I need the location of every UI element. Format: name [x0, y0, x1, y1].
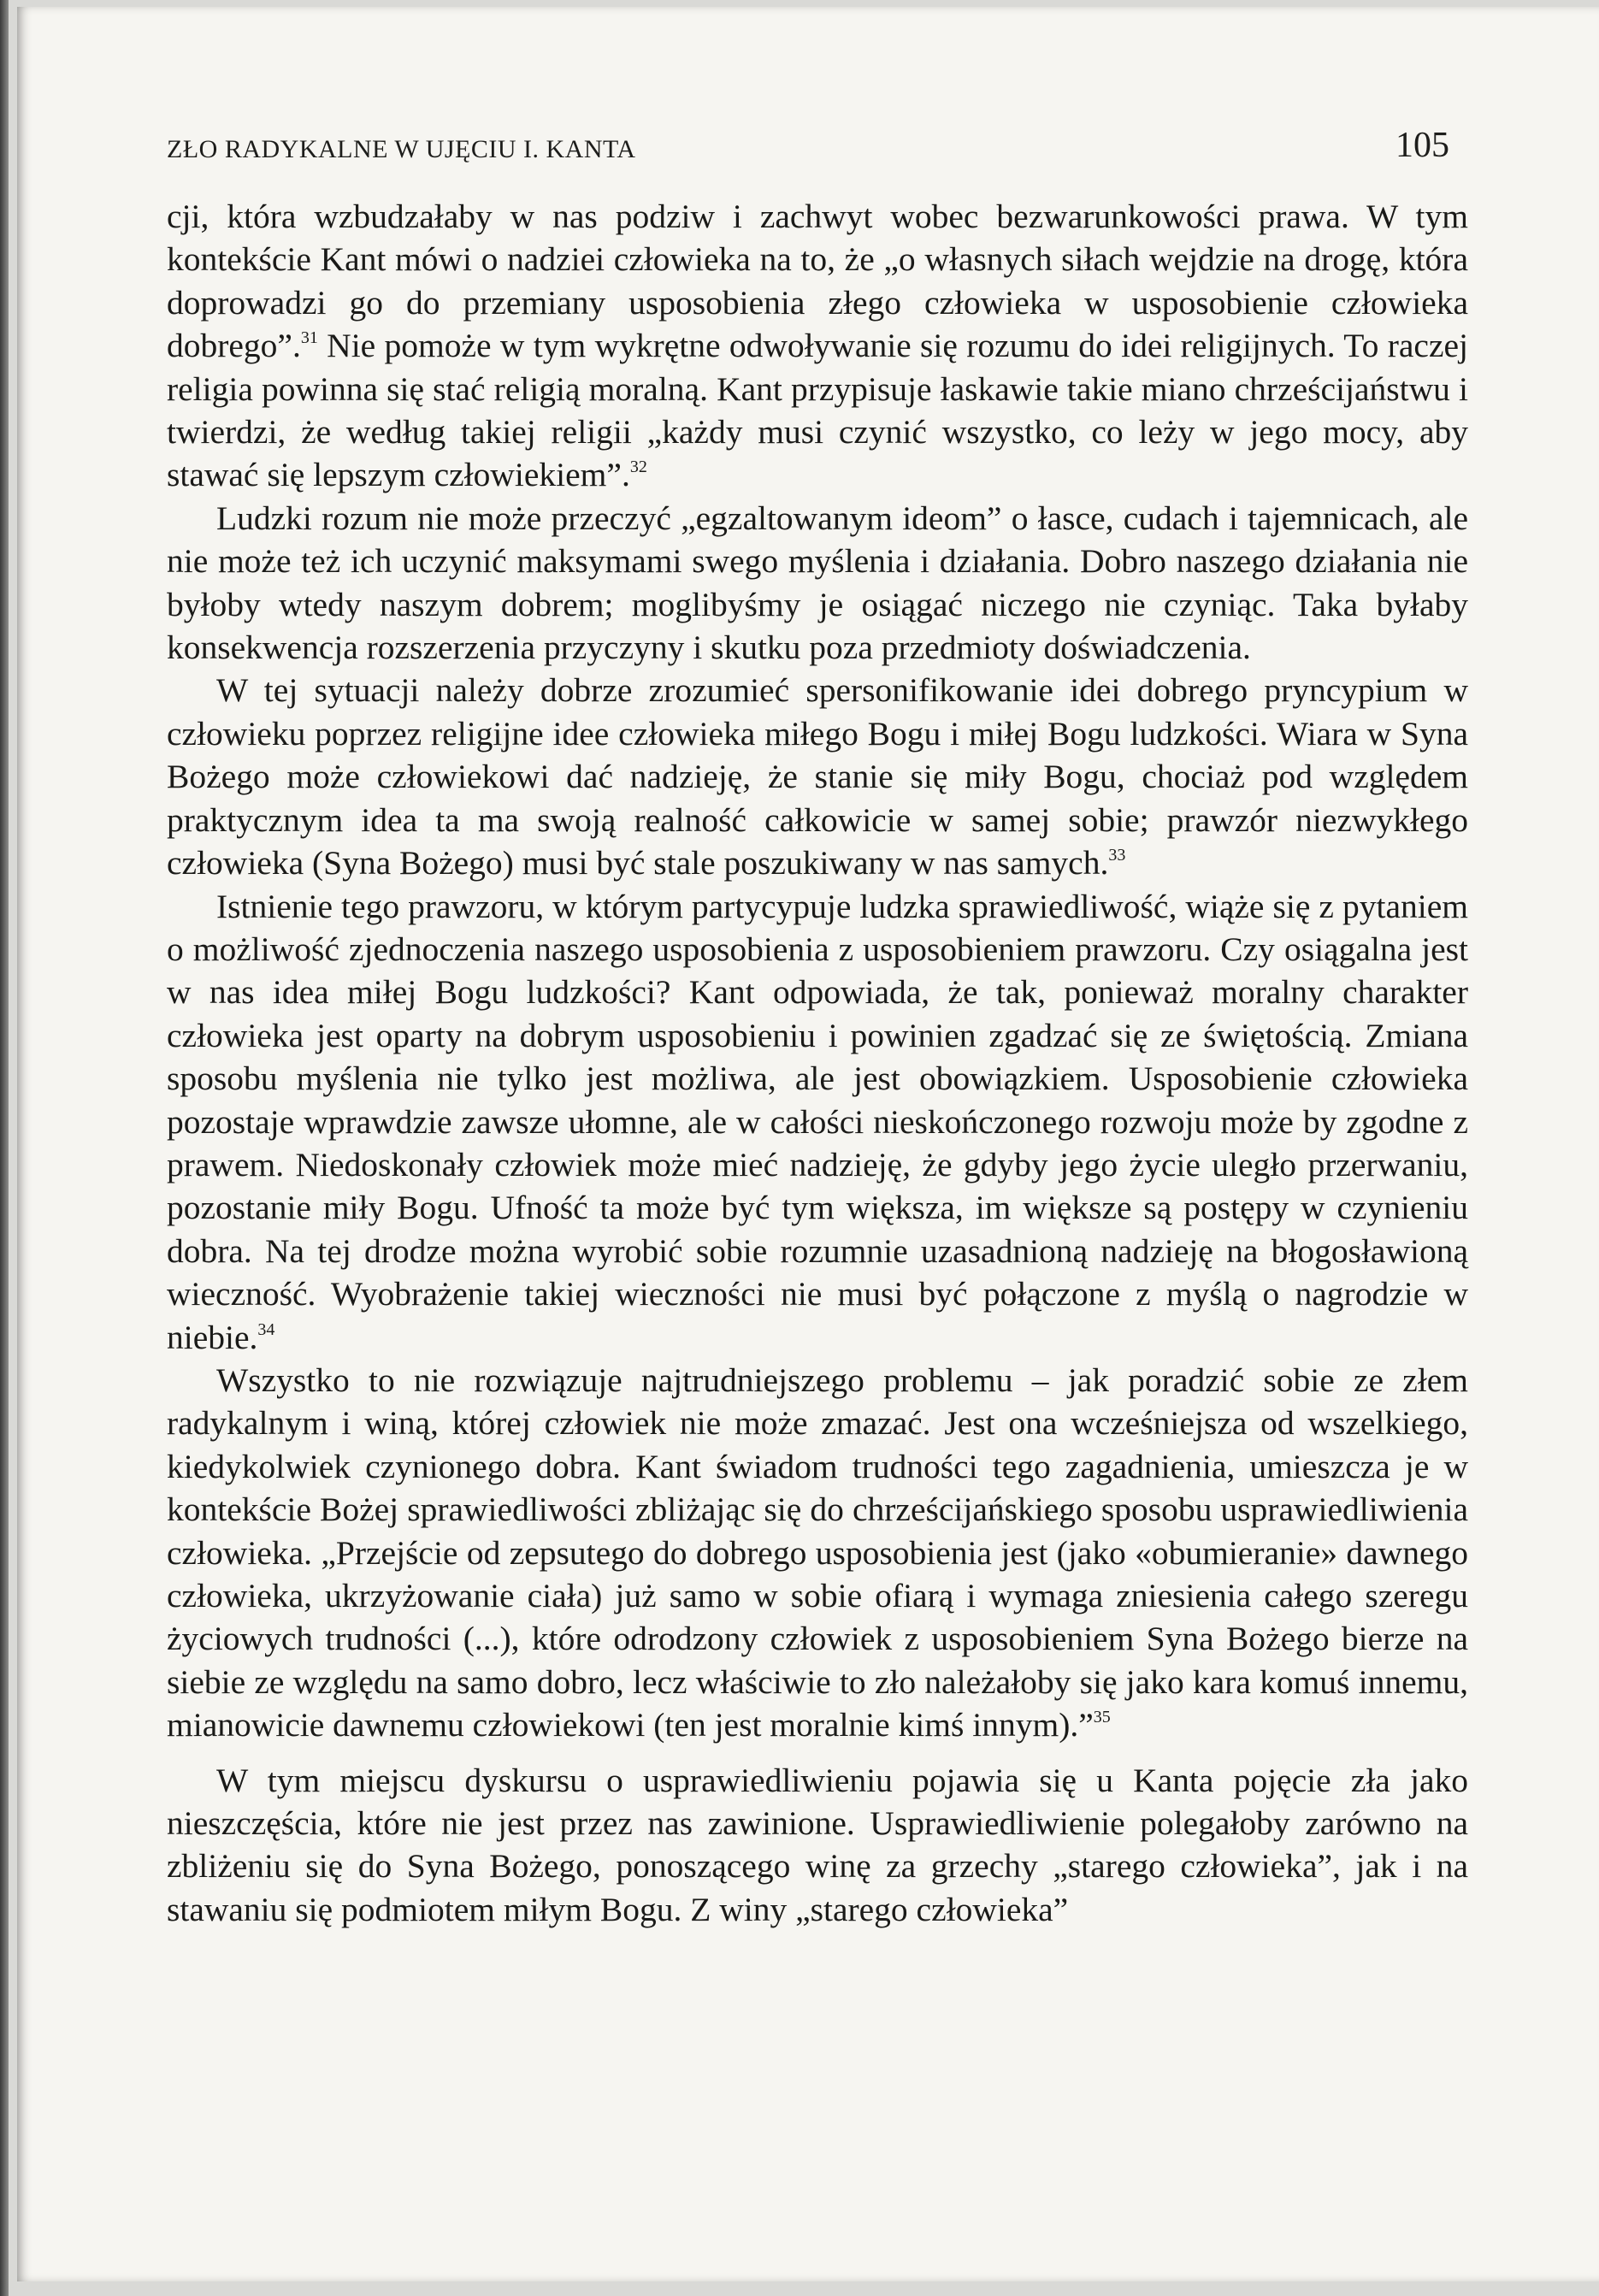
paragraph-4: [167, 885, 1468, 1359]
footnote-ref-35: 35: [1093, 1708, 1111, 1727]
running-head: ZŁO RADYKALNE W UJĘCIU I. KANTA: [167, 135, 636, 163]
paragraph-6-text: W tym miejscu dyskursu o usprawiedliwieniu pojawia się u Kanta pojęcie zła jako nieszczęścia, które nie jest przez nas zawinione. Usprawiedliwienie polegałoby zarówno na zbliżeniu się do Syna Bożego, ponoszącego winę za grzechy „starego człowieka”, jak i na stawaniu się podmiotem miłym Bogu. Z winy „starego człowieka”: [167, 1761, 1468, 1928]
paragraph-5-text: Wszystko to nie rozwiązuje najtrudniejszego problemu – jak poradzić sobie ze złem radykalnym i winą, której człowiek nie może zmazać. Jest ona wcześniejsza od wszelkiego, kiedykolwiek czynionego dobra. Kant świadom trudności tego zagadnienia, umieszcza je w kontekście Bożej sprawiedliwości zbliżając się do chrześcijańskiego sposobu usprawiedliwienia człowieka. „Przejście od zepsutego do dobrego usposobienia jest (jako «obumieranie» dawnego człowieka, ukrzyżowanie ciała) już samo w sobie ofiarą i wymaga zniesienia całego szeregu życiowych trudności (...), które odrodzony człowiek z usposobieniem Syna Bożego bierze na siebie ze względu na samo dobro, lecz właściwie to zło należałoby się jako kara komuś innemu, mianowicie dawnemu człowiekowi (ten jest moralnie kimś innym).”: [167, 1360, 1468, 1744]
paragraph-3: [167, 669, 1468, 884]
footnote-ref-34: 34: [257, 1319, 275, 1339]
page-number: 105: [1395, 126, 1449, 165]
footnote-ref-31: 31: [300, 328, 318, 348]
book-binding-edge: [0, 0, 9, 2296]
paragraph-6: [167, 1759, 1468, 1932]
body-text: [167, 195, 1468, 1931]
paragraph-1-text-b: Nie pomoże w tym wykrętne odwoływanie się rozumu do idei religijnych. To raczej religia powinna się stać religią moralną. Kant przypisuje łaskawie takie miano chrześcijaństwu i twierdzi, że według takiej religii „każdy musi czynić wszystko, co leży w jego mocy, aby stawać się lepszym człowiekiem”.: [167, 327, 1468, 494]
paragraph-2: [167, 497, 1468, 670]
paragraph-3-text: W tej sytuacji należy dobrze zrozumieć spersonifikowanie idei dobrego pryncypium w człowieku poprzez religijne idee człowieka miłego Bogu i miłej Bogu ludzkości. Wiara w Syna Bożego może człowiekowi dać nadzieję, że stanie się miły Bogu, chociaż pod względem praktycznym idea ta ma swoją realność całkowicie w samej sobie; prawzór niezwykłego człowieka (Syna Bożego) musi być stale poszukiwany w nas samych.: [167, 671, 1468, 882]
paragraph-1-text-a: cji, która wzbudzałaby w nas podziw i zachwyt wobec bezwarunkowości prawa. W tym kontekście Kant mówi o nadziei człowieka na to, że „o własnych siłach wejdzie na drogę, która doprowadzi go do przemiany usposobienia złego człowieka w usposobienie człowieka dobrego”.: [167, 198, 1468, 365]
footnote-ref-32: 32: [629, 457, 647, 477]
footnote-ref-33: 33: [1108, 846, 1126, 865]
paragraph-4-text: Istnienie tego prawzoru, w którym partycypuje ludzka sprawiedliwość, wiąże się z pytaniem o możliwość zjednoczenia naszego usposobienia z usposobieniem prawzoru. Czy osiągalna jest w nas idea miłej Bogu ludzkości? Kant odpowiada, że tak, ponieważ moralny charakter człowieka jest oparty na dobrym usposobieniu i powinien zgadzać się ze świętością. Zmiana sposobu myślenia nie tylko jest możliwa, ale jest obowiązkiem. Usposobienie człowieka pozostaje wprawdzie zawsze ułomne, ale w całości nieskończonego rozwoju może by zgodne z prawem. Niedoskonały człowiek może mieć nadzieję, że gdyby jego życie uległo przerwaniu, pozostanie miły Bogu. Ufność ta może być tym większa, im większe są postępy w czynieniu dobra. Na tej drodze można wyrobić sobie rozumnie uzasadnioną nadzieję na błogosławioną wieczność. Wyobrażenie takiej wieczności nie musi być połączone z myślą o nagrodzie w niebie.: [167, 887, 1468, 1356]
book-page: [17, 7, 1599, 2281]
paragraph-2-text: Ludzki rozum nie może przeczyć „egzaltowanym ideom” o łasce, cudach i tajemnicach, ale nie może też ich uczynić maksymami swego myślenia i działania. Dobro naszego działania nie byłoby wtedy naszym dobrem; moglibyśmy je osiągać niczego nie czyniąc. Taka byłaby konsekwencja rozszerzenia przyczyny i skutku poza przedmioty doświadczenia.: [167, 499, 1468, 667]
paragraph-1: [167, 195, 1468, 497]
paragraph-5: [167, 1359, 1468, 1747]
